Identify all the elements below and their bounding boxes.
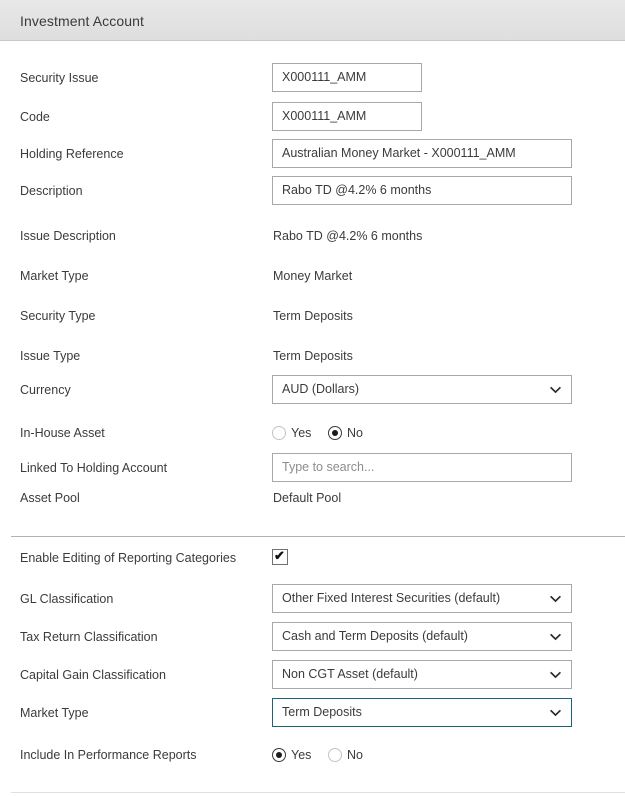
issue-description-value: Rabo TD @4.2% 6 months	[273, 229, 423, 243]
label-code: Code	[20, 110, 50, 124]
include-in-performance-reports-option-yes[interactable]	[272, 746, 311, 764]
holding-reference-input[interactable]: Australian Money Market - X000111_AMM	[272, 139, 572, 168]
label-capital-gain-classification: Capital Gain Classification	[20, 668, 166, 682]
currency-select-value: AUD (Dollars)	[282, 382, 360, 396]
market-type-select[interactable]	[272, 698, 572, 727]
label-currency: Currency	[20, 383, 71, 397]
security-issue-input[interactable]: X000111_AMM	[272, 63, 422, 92]
in-house-asset-label-yes: Yes	[291, 426, 312, 440]
radio-indicator-yes[interactable]	[272, 748, 286, 762]
in-house-asset-label-no: No	[347, 426, 363, 440]
label-include-in-performance-reports: Include In Performance Reports	[20, 748, 197, 762]
radio-indicator-no[interactable]	[328, 748, 342, 762]
label-security-type: Security Type	[20, 309, 96, 323]
label-tax-return-classification: Tax Return Classification	[20, 630, 158, 644]
in-house-asset-option-no[interactable]	[328, 424, 363, 442]
label-issue-description: Issue Description	[20, 229, 116, 243]
market-type-select-value: Term Deposits	[282, 705, 362, 719]
section-divider-top	[11, 536, 625, 537]
label-gl-classification: GL Classification	[20, 592, 114, 606]
chevron-down-icon	[550, 593, 561, 604]
chevron-down-icon	[550, 669, 561, 680]
include-in-performance-reports-option-no[interactable]	[328, 746, 363, 764]
issue-type-value: Term Deposits	[273, 349, 353, 363]
radio-indicator-no[interactable]	[328, 426, 342, 440]
label-linked-to-holding-account: Linked To Holding Account	[20, 461, 168, 475]
linked-to-holding-account-input[interactable]: Type to search...	[272, 453, 572, 482]
label-asset-pool: Asset Pool	[20, 491, 80, 505]
page-title: Investment Account	[20, 13, 144, 29]
label-description: Description	[20, 184, 83, 198]
label-market-type-static: Market Type	[20, 269, 89, 283]
label-security-issue: Security Issue	[20, 71, 99, 85]
currency-select[interactable]	[272, 375, 572, 404]
check-icon: ✔	[274, 548, 285, 563]
section-divider-bottom	[11, 792, 625, 793]
asset-pool-value: Default Pool	[273, 491, 342, 505]
panel-header	[0, 0, 625, 41]
chevron-down-icon	[550, 707, 561, 718]
label-market-type-select: Market Type	[20, 706, 89, 720]
chevron-down-icon	[550, 631, 561, 642]
label-enable-editing-reporting-categories: Enable Editing of Reporting Categories	[20, 551, 237, 565]
capital-gain-classification-select[interactable]	[272, 660, 572, 689]
code-input[interactable]: X000111_AMM	[272, 102, 422, 131]
enable-editing-reporting-categories-checkbox[interactable]	[272, 549, 288, 565]
gl-classification-select[interactable]	[272, 584, 572, 613]
security-type-value: Term Deposits	[273, 309, 353, 323]
gl-classification-value: Other Fixed Interest Securities (default)	[282, 591, 501, 605]
include-in-performance-reports-label-yes: Yes	[291, 748, 312, 762]
capital-gain-classification-value: Non CGT Asset (default)	[282, 667, 418, 681]
tax-return-classification-value: Cash and Term Deposits (default)	[282, 629, 468, 643]
label-holding-reference: Holding Reference	[20, 147, 124, 161]
radio-indicator-yes[interactable]	[272, 426, 286, 440]
label-issue-type: Issue Type	[20, 349, 81, 363]
include-in-performance-reports-label-no: No	[347, 748, 363, 762]
market-type-static-value: Money Market	[273, 269, 353, 283]
label-in-house-asset: In-House Asset	[20, 426, 105, 440]
in-house-asset-option-yes[interactable]	[272, 424, 311, 442]
chevron-down-icon	[550, 384, 561, 395]
description-input[interactable]: Rabo TD @4.2% 6 months	[272, 176, 572, 205]
tax-return-classification-select[interactable]	[272, 622, 572, 651]
